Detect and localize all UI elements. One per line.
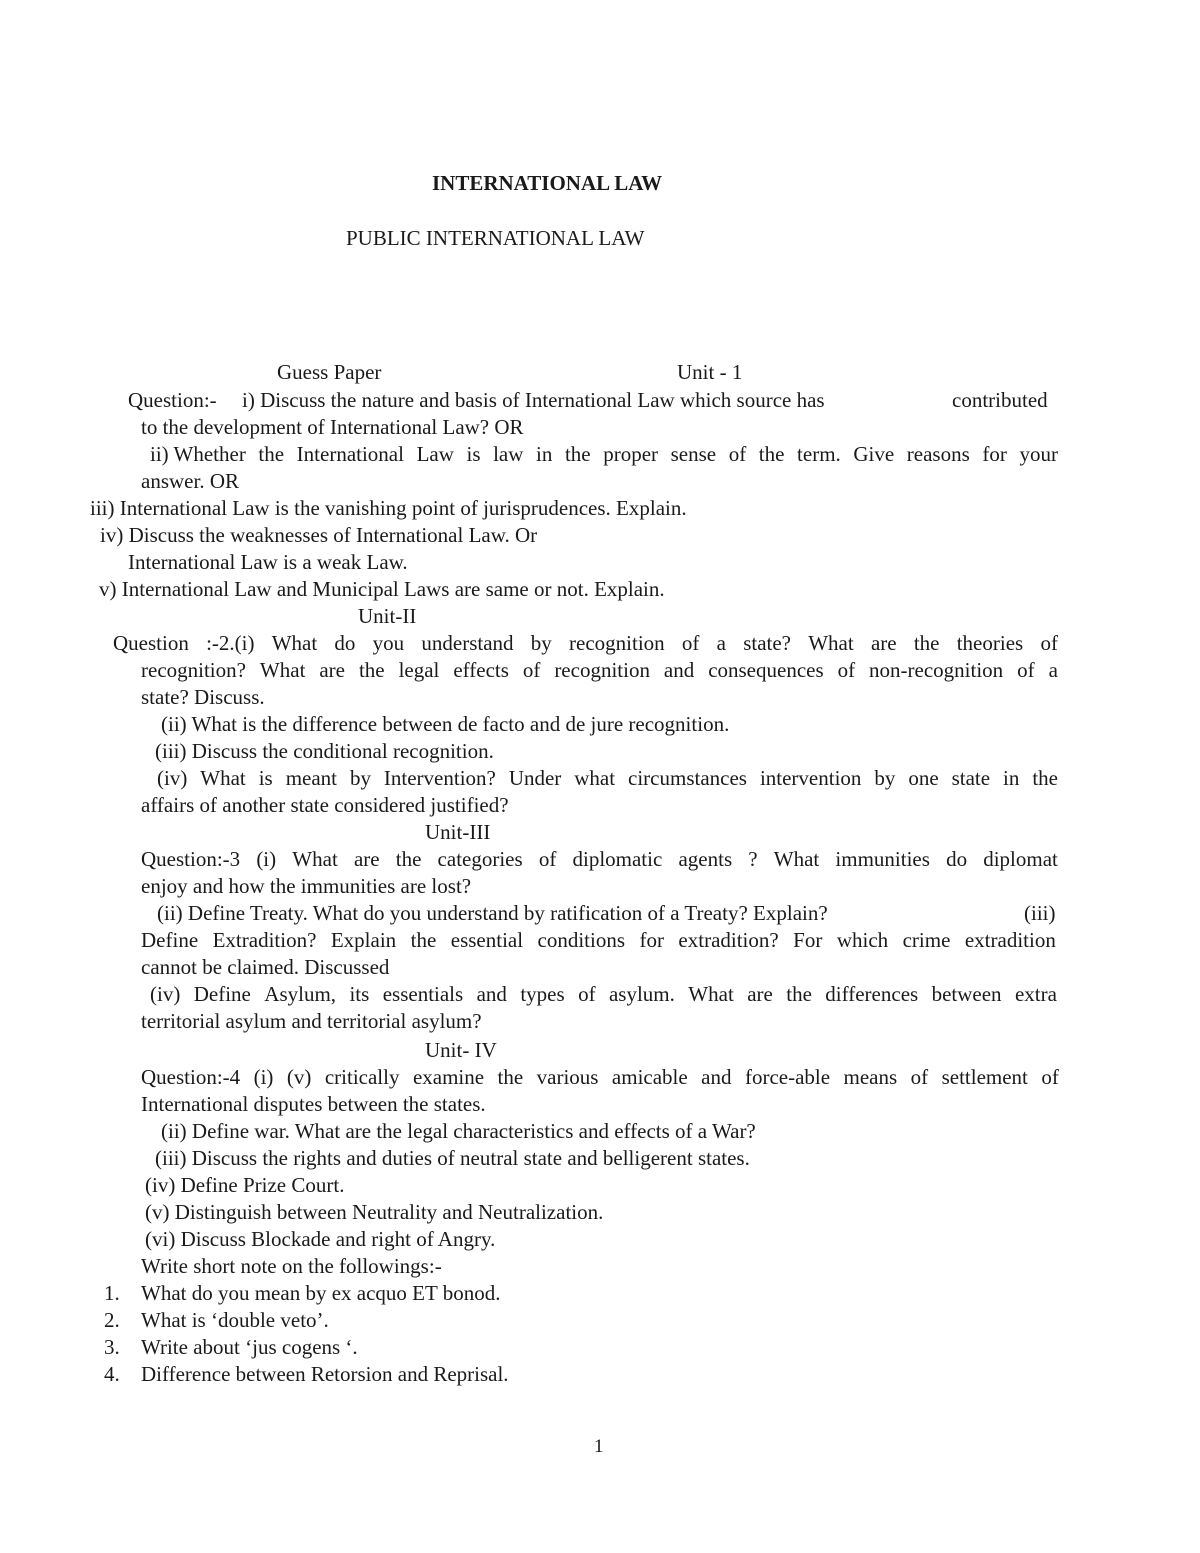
word: sense	[670, 442, 717, 466]
word: ii) Whether	[150, 442, 246, 466]
word: of	[728, 442, 747, 466]
word: asylum.	[608, 982, 675, 1006]
document-subtitle: PUBLIC INTERNATIONAL LAW	[346, 226, 645, 250]
question-4-i-continuation: International disputes between the states.	[141, 1092, 486, 1116]
word: the	[410, 928, 437, 952]
word: Give	[853, 442, 895, 466]
word: the	[1032, 766, 1058, 790]
word: of	[681, 631, 700, 655]
unit-4-heading: Unit- IV	[425, 1038, 497, 1062]
word: of	[538, 847, 557, 871]
unit-1-heading: Unit - 1	[677, 360, 743, 384]
word: understand	[421, 631, 514, 655]
word: Asylum,	[264, 982, 337, 1006]
word: state	[951, 766, 991, 790]
word: of	[910, 1065, 929, 1089]
word: law	[493, 442, 524, 466]
word: types	[520, 982, 565, 1006]
question-2-i	[113, 630, 1058, 657]
word: is	[258, 766, 273, 790]
list-item-number: 2.	[104, 1308, 120, 1332]
question-3-iv	[150, 981, 1057, 1008]
word: extradition	[964, 928, 1056, 952]
word: conditions	[537, 928, 626, 952]
word: differences	[825, 982, 919, 1006]
list-item-number: 1.	[104, 1281, 120, 1305]
word: which	[836, 928, 889, 952]
word: the	[564, 442, 591, 466]
word: critically	[324, 1065, 400, 1089]
word: amicable	[611, 1065, 688, 1089]
word: What	[292, 847, 338, 871]
word: force-able	[744, 1065, 831, 1089]
word: and	[663, 658, 695, 682]
word: categories	[437, 847, 523, 871]
word: is	[466, 442, 481, 466]
question-2-iv-continuation: affairs of another state considered justified?	[141, 793, 509, 817]
word: circumstances	[628, 766, 747, 790]
word: of	[1041, 1065, 1059, 1089]
word: are	[870, 631, 897, 655]
word: proper	[603, 442, 659, 466]
document-title: INTERNATIONAL LAW	[432, 171, 663, 195]
word: are	[353, 847, 380, 871]
word: the	[258, 442, 285, 466]
question-4-iv: (iv) Define Prize Court.	[145, 1173, 345, 1197]
question-3-iv-continuation: territorial asylum and territorial asylum?	[141, 1009, 482, 1033]
question-3-iii-label: (iii)	[1024, 901, 1056, 925]
question-1-ii	[150, 441, 1058, 468]
word: (iv)	[157, 766, 188, 790]
word: examine	[412, 1065, 485, 1089]
question-2-ii: (ii) What is the difference between de facto and de jure recognition.	[161, 712, 730, 736]
word: What	[271, 631, 318, 655]
word: recognition	[569, 631, 665, 655]
question-3-i	[141, 846, 1058, 873]
word: What	[688, 982, 734, 1006]
word: legal	[398, 658, 440, 682]
word: For	[793, 928, 823, 952]
word: the	[913, 631, 940, 655]
word: are	[319, 658, 345, 682]
question-3-ii: (ii) Define Treaty. What do you understand by ratification of a Treaty? Explain?	[157, 901, 828, 925]
question-2-iii: (iii) Discuss the conditional recognition.	[155, 739, 494, 763]
word: and	[476, 982, 507, 1006]
word: :-2.(i)	[206, 631, 255, 655]
word: one	[908, 766, 939, 790]
list-item-number: 3.	[104, 1335, 120, 1359]
word: of	[1040, 631, 1058, 655]
unit-2-heading: Unit-II	[358, 604, 417, 628]
word: of	[837, 658, 856, 682]
list-item: What do you mean by ex acquo ET bonod.	[141, 1281, 501, 1305]
question-4-vi: (vi) Discuss Blockade and right of Angry.	[145, 1227, 496, 1251]
word: are	[747, 982, 773, 1006]
question-3-iii	[141, 927, 1056, 954]
word: what	[574, 766, 616, 790]
word: Question:-4	[141, 1065, 241, 1089]
guess-paper-label: Guess Paper	[277, 360, 382, 384]
word: of	[522, 658, 541, 682]
word: various	[536, 1065, 599, 1089]
word: Question	[113, 631, 189, 655]
word: International	[296, 442, 404, 466]
question-1-label: Question:-	[128, 388, 217, 412]
word: the	[497, 1065, 524, 1089]
word: do	[334, 631, 356, 655]
word: between	[931, 982, 1002, 1006]
word: by	[874, 766, 896, 790]
word: by	[349, 766, 371, 790]
word: Define	[193, 982, 251, 1006]
word: for	[982, 442, 1007, 466]
word: Intervention?	[383, 766, 496, 790]
word: Question:-3	[141, 847, 241, 871]
word: (i)	[253, 1065, 274, 1089]
word: of	[578, 982, 596, 1006]
word: (iv)	[150, 982, 181, 1006]
word: do	[946, 847, 968, 871]
question-1-i-text: i) Discuss the nature and basis of International Law which source has	[242, 388, 825, 412]
word: essentials	[382, 982, 464, 1006]
word: the	[358, 658, 385, 682]
question-1-i-continuation: to the development of International Law? OR	[141, 415, 524, 439]
page-number: 1	[594, 1436, 604, 1457]
word: essential	[450, 928, 524, 952]
word: What	[808, 631, 854, 655]
word: means	[843, 1065, 898, 1089]
word: term.	[797, 442, 841, 466]
word: recognition	[554, 658, 650, 682]
question-1-v: v) International Law and Municipal Laws are same or not. Explain.	[99, 577, 665, 601]
word: reasons	[906, 442, 970, 466]
word: diplomat	[983, 847, 1058, 871]
short-notes-intro: Write short note on the followings:-	[141, 1254, 442, 1278]
word: meant	[285, 766, 337, 790]
list-item: What is ‘double veto’.	[141, 1308, 329, 1332]
word: and	[701, 1065, 732, 1089]
word: Explain	[330, 928, 397, 952]
word: Define	[141, 928, 199, 952]
word: state?	[743, 631, 791, 655]
word: (i)	[256, 847, 277, 871]
word: its	[349, 982, 370, 1006]
question-1-iv-alternate: International Law is a weak Law.	[128, 550, 408, 574]
word: crime	[902, 928, 951, 952]
word: What	[259, 658, 306, 682]
word: effects	[453, 658, 509, 682]
word: What	[200, 766, 246, 790]
question-2-i-end: state? Discuss.	[141, 685, 265, 709]
word: non-recognition	[869, 658, 1004, 682]
word: a	[716, 631, 726, 655]
unit-3-heading: Unit-III	[425, 820, 491, 844]
question-3-i-continuation: enjoy and how the immunities are lost?	[141, 874, 472, 898]
word: your	[1019, 442, 1058, 466]
word: diplomatic	[572, 847, 663, 871]
word: consequences	[708, 658, 824, 682]
word: ?	[748, 847, 758, 871]
word: the	[786, 982, 812, 1006]
word: extra	[1014, 982, 1057, 1006]
question-2-i-continuation	[141, 657, 1058, 684]
word: a	[1048, 658, 1058, 682]
question-1-iii: iii) International Law is the vanishing point of jurisprudences. Explain.	[90, 496, 687, 520]
list-item: Write about ‘jus cogens ‘.	[141, 1335, 358, 1359]
word: intervention	[759, 766, 862, 790]
question-1-i-text-end: contributed	[952, 388, 1048, 412]
word: for	[639, 928, 664, 952]
word: Law	[416, 442, 454, 466]
list-item: Difference between Retorsion and Reprisal.	[141, 1362, 509, 1386]
question-2-iv	[157, 765, 1058, 792]
list-item-number: 4.	[104, 1362, 120, 1386]
question-3-iii-continuation: cannot be claimed. Discussed	[141, 955, 390, 979]
word: immunities	[835, 847, 930, 871]
word: recognition?	[141, 658, 246, 682]
word: Under	[508, 766, 562, 790]
question-4-ii: (ii) Define war. What are the legal characteristics and effects of a War?	[161, 1119, 756, 1143]
question-1-iv: iv) Discuss the weaknesses of International Law. Or	[100, 523, 538, 547]
question-4-iii: (iii) Discuss the rights and duties of neutral state and belligerent states.	[155, 1146, 750, 1170]
word: you	[372, 631, 405, 655]
question-1-ii-continuation: answer. OR	[141, 469, 239, 493]
question-4-v: (v) Distinguish between Neutrality and Neutralization.	[145, 1200, 604, 1224]
word: What	[773, 847, 820, 871]
word: of	[1017, 658, 1035, 682]
word: in	[536, 442, 553, 466]
word: the	[758, 442, 785, 466]
word: extradition?	[678, 928, 779, 952]
question-4-i	[141, 1064, 1059, 1091]
word: Extradition?	[212, 928, 317, 952]
word: agents	[678, 847, 733, 871]
word: theories	[956, 631, 1024, 655]
word: by	[530, 631, 552, 655]
word: settlement	[941, 1065, 1028, 1089]
word: the	[395, 847, 422, 871]
word: (v)	[286, 1065, 312, 1089]
word: in	[1003, 766, 1020, 790]
